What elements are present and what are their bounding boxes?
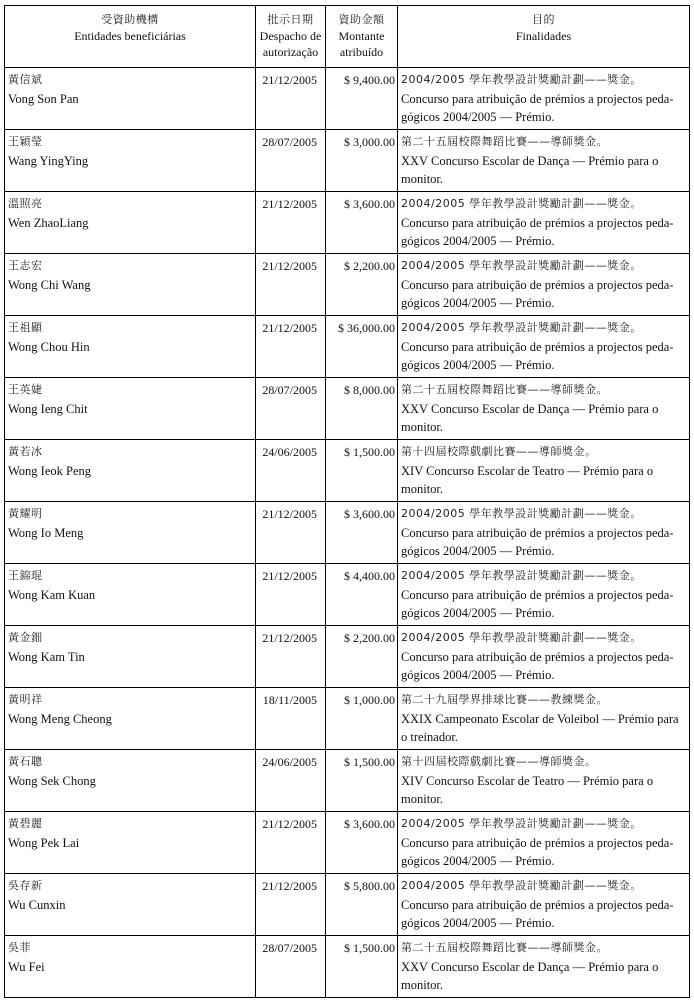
purpose-pt-line2: gógicos 2004/2005 — Prémio.: [401, 606, 555, 620]
entity-name-zh: 黃信斌: [8, 73, 43, 86]
purpose-cell: [398, 874, 690, 936]
entity-name-zh: 黃金鈿: [8, 631, 43, 644]
purpose-pt-line1: XIV Concurso Escolar de Teatro — Prémio para o: [401, 773, 654, 788]
entity-cell: [5, 192, 256, 254]
purpose-zh: 第二十五屆校際舞蹈比賽——導師獎金。: [401, 941, 608, 954]
entity-name-pt: Wong Ieok Peng: [8, 463, 92, 478]
entity-cell: [5, 564, 256, 626]
purpose-zh: 第十四屆校際戲劇比賽——導師獎金。: [401, 755, 597, 768]
entity-cell: [5, 68, 256, 130]
purpose-pt-line2: monitor.: [401, 482, 444, 496]
purpose-pt-line2: gógicos 2004/2005 — Prémio.: [401, 296, 555, 310]
amount-cell: $ 1,000.00: [326, 688, 398, 750]
amount-cell: $ 1,500.00: [326, 440, 398, 502]
header-amount-pt2: atribuído: [339, 45, 384, 59]
entity-name-pt: Wu Cunxin: [8, 897, 66, 912]
entity-cell: [5, 812, 256, 874]
purpose-cell: [398, 688, 690, 750]
entity-name-pt: Wong Pek Lai: [8, 835, 80, 850]
purpose-pt-line2: gógicos 2004/2005 — Prémio.: [401, 854, 555, 868]
header-entities: [5, 6, 256, 68]
entity-name-pt: Wen ZhaoLiang: [8, 215, 89, 230]
date-cell: 21/12/2005: [256, 254, 326, 316]
purpose-pt-line1: Concurso para atribuição de prémios a projectos peda-: [401, 91, 674, 106]
entity-name-zh: 吳存新: [8, 879, 43, 892]
header-date-zh: 批示日期: [267, 13, 314, 26]
date-cell: 24/06/2005: [256, 750, 326, 812]
table-row: [5, 254, 690, 316]
purpose-zh: 第二十九屆學界排球比賽——教練獎金。: [401, 693, 608, 706]
purpose-cell: [398, 502, 690, 564]
purpose-pt-line1: Concurso para atribuição de prémios a projectos peda-: [401, 649, 674, 664]
purpose-pt-line2: monitor.: [401, 792, 444, 806]
entity-cell: [5, 626, 256, 688]
date-cell: 21/12/2005: [256, 812, 326, 874]
entity-cell: [5, 874, 256, 936]
purpose-cell: [398, 68, 690, 130]
entity-name-pt: Wong Sek Chong: [8, 773, 96, 788]
header-date-pt1: Despacho de: [259, 29, 322, 43]
purpose-pt-line2: gógicos 2004/2005 — Prémio.: [401, 110, 555, 124]
purpose-pt-line1: XXV Concurso Escolar de Dança — Prémio para o: [401, 959, 659, 974]
purpose-cell: [398, 440, 690, 502]
purpose-cell: [398, 936, 690, 998]
purpose-zh: 2004/2005 學年教學設計獎勵計劃——獎金。: [401, 73, 642, 86]
header-amount-pt1: Montante: [338, 29, 385, 43]
purpose-zh: 2004/2005 學年教學設計獎勵計劃——獎金。: [401, 507, 642, 520]
table-row: [5, 936, 690, 998]
purpose-zh: 2004/2005 學年教學設計獎勵計劃——獎金。: [401, 321, 642, 334]
entity-cell: [5, 378, 256, 440]
header-purpose-pt: Finalidades: [515, 29, 572, 43]
entity-cell: [5, 440, 256, 502]
table-row: [5, 130, 690, 192]
purpose-pt-line2: monitor.: [401, 172, 444, 186]
entity-cell: [5, 502, 256, 564]
amount-cell: $ 3,000.00: [326, 130, 398, 192]
purpose-pt-line2: gógicos 2004/2005 — Prémio.: [401, 668, 555, 682]
purpose-cell: [398, 316, 690, 378]
entity-name-pt: Wu Fei: [8, 959, 45, 974]
purpose-zh: 2004/2005 學年教學設計獎勵計劃——獎金。: [401, 631, 642, 644]
amount-cell: $ 4,400.00: [326, 564, 398, 626]
table-row: [5, 316, 690, 378]
entity-cell: [5, 254, 256, 316]
date-cell: 21/12/2005: [256, 874, 326, 936]
header-date: [256, 6, 326, 68]
date-cell: 21/12/2005: [256, 564, 326, 626]
date-cell: 18/11/2005: [256, 688, 326, 750]
date-cell: 21/12/2005: [256, 68, 326, 130]
purpose-zh: 2004/2005 學年教學設計獎勵計劃——獎金。: [401, 569, 642, 582]
entity-name-zh: 王祖顯: [8, 321, 43, 334]
date-cell: 24/06/2005: [256, 440, 326, 502]
table-row: [5, 440, 690, 502]
entity-name-zh: 黃耀明: [8, 507, 43, 520]
date-cell: 28/07/2005: [256, 378, 326, 440]
entity-name-pt: Wong Kam Tin: [8, 649, 85, 664]
purpose-cell: [398, 564, 690, 626]
amount-cell: $ 3,600.00: [326, 502, 398, 564]
purpose-pt-line1: Concurso para atribuição de prémios a projectos peda-: [401, 525, 674, 540]
amount-cell: $ 8,000.00: [326, 378, 398, 440]
date-cell: 28/07/2005: [256, 936, 326, 998]
entity-name-zh: 溫照亮: [8, 197, 43, 210]
purpose-pt-line1: Concurso para atribuição de prémios a projectos peda-: [401, 339, 674, 354]
entity-name-pt: Wong Chi Wang: [8, 277, 91, 292]
purpose-cell: [398, 626, 690, 688]
entity-cell: [5, 316, 256, 378]
purpose-zh: 2004/2005 學年教學設計獎勵計劃——獎金。: [401, 197, 642, 210]
table-row: [5, 378, 690, 440]
amount-cell: $ 3,600.00: [326, 812, 398, 874]
purpose-pt-line1: XIV Concurso Escolar de Teatro — Prémio para o: [401, 463, 654, 478]
purpose-pt-line1: Concurso para atribuição de prémios a projectos peda-: [401, 587, 674, 602]
purpose-zh: 2004/2005 學年教學設計獎勵計劃——獎金。: [401, 259, 642, 272]
entity-name-pt: Wang YingYing: [8, 153, 89, 168]
entity-cell: [5, 130, 256, 192]
purpose-zh: 2004/2005 學年教學設計獎勵計劃——獎金。: [401, 817, 642, 830]
entity-name-zh: 王穎瑩: [8, 135, 43, 148]
purpose-pt-line2: monitor.: [401, 420, 444, 434]
purpose-zh: 第二十五屆校際舞蹈比賽——導師獎金。: [401, 383, 608, 396]
date-cell: 21/12/2005: [256, 192, 326, 254]
amount-cell: $ 2,200.00: [326, 254, 398, 316]
header-entities-pt: Entidades beneficiárias: [74, 29, 186, 43]
date-cell: 21/12/2005: [256, 626, 326, 688]
purpose-pt-line2: gógicos 2004/2005 — Prémio.: [401, 358, 555, 372]
table-row: [5, 812, 690, 874]
purpose-pt-line1: Concurso para atribuição de prémios a projectos peda-: [401, 277, 674, 292]
table-row: [5, 564, 690, 626]
purpose-pt-line2: gógicos 2004/2005 — Prémio.: [401, 234, 555, 248]
purpose-cell: [398, 130, 690, 192]
amount-cell: $ 9,400.00: [326, 68, 398, 130]
amount-cell: $ 5,800.00: [326, 874, 398, 936]
purpose-pt-line1: Concurso para atribuição de prémios a projectos peda-: [401, 215, 674, 230]
table-row: [5, 192, 690, 254]
amount-cell: $ 1,500.00: [326, 936, 398, 998]
purpose-pt-line1: Concurso para atribuição de prémios a projectos peda-: [401, 897, 674, 912]
header-amount: [326, 6, 398, 68]
table-row: [5, 874, 690, 936]
purpose-pt-line2: monitor.: [401, 978, 444, 992]
entity-name-zh: 黃明祥: [8, 693, 43, 706]
entity-name-pt: Vong Son Pan: [8, 91, 79, 106]
entity-name-zh: 吳菲: [8, 941, 31, 954]
table-header-row: [5, 6, 690, 68]
entity-name-zh: 王志宏: [8, 259, 43, 272]
entity-name-pt: Wong Chou Hin: [8, 339, 90, 354]
purpose-cell: [398, 254, 690, 316]
entity-name-zh: 黃碧麗: [8, 817, 43, 830]
purpose-cell: [398, 812, 690, 874]
purpose-pt-line2: o treinador.: [401, 730, 458, 744]
purpose-pt-line2: gógicos 2004/2005 — Prémio.: [401, 916, 555, 930]
entity-cell: [5, 750, 256, 812]
entity-name-pt: Wong Io Meng: [8, 525, 84, 540]
table-row: [5, 626, 690, 688]
entity-name-pt: Wong Meng Cheong: [8, 711, 112, 726]
purpose-cell: [398, 192, 690, 254]
entity-cell: [5, 936, 256, 998]
purpose-cell: [398, 378, 690, 440]
purpose-zh: 第二十五屆校際舞蹈比賽——導師獎金。: [401, 135, 608, 148]
entity-cell: [5, 688, 256, 750]
header-entities-zh: 受資助機構: [101, 13, 159, 26]
beneficiaries-table: [4, 5, 690, 998]
table-row: [5, 502, 690, 564]
entity-name-zh: 黃若冰: [8, 445, 43, 458]
entity-name-zh: 王英婕: [8, 383, 43, 396]
date-cell: 28/07/2005: [256, 130, 326, 192]
entity-name-zh: 王錦琨: [8, 569, 43, 582]
purpose-zh: 2004/2005 學年教學設計獎勵計劃——獎金。: [401, 879, 642, 892]
purpose-cell: [398, 750, 690, 812]
header-date-pt2: autorização: [262, 45, 319, 59]
entity-name-pt: Wong Kam Kuan: [8, 587, 96, 602]
entity-name-zh: 黃石聰: [8, 755, 43, 768]
amount-cell: $ 3,600.00: [326, 192, 398, 254]
entity-name-pt: Wong Ieng Chit: [8, 401, 88, 416]
purpose-pt-line1: XXV Concurso Escolar de Dança — Prémio para o: [401, 153, 659, 168]
header-purpose: [398, 6, 690, 68]
amount-cell: $ 2,200.00: [326, 626, 398, 688]
header-purpose-zh: 目的: [532, 13, 555, 26]
amount-cell: $ 36,000.00: [326, 316, 398, 378]
table-row: [5, 750, 690, 812]
purpose-pt-line1: XXIX Campeonato Escolar de Voleibol — Prémio para: [401, 711, 679, 726]
purpose-pt-line1: XXV Concurso Escolar de Dança — Prémio para o: [401, 401, 659, 416]
purpose-zh: 第十四屆校際戲劇比賽——導師獎金。: [401, 445, 597, 458]
table-body: [5, 68, 690, 998]
table-row: [5, 688, 690, 750]
date-cell: 21/12/2005: [256, 502, 326, 564]
amount-cell: $ 1,500.00: [326, 750, 398, 812]
header-amount-zh: 資助金額: [338, 13, 385, 26]
purpose-pt-line1: Concurso para atribuição de prémios a projectos peda-: [401, 835, 674, 850]
date-cell: 21/12/2005: [256, 316, 326, 378]
table-row: [5, 68, 690, 130]
purpose-pt-line2: gógicos 2004/2005 — Prémio.: [401, 544, 555, 558]
